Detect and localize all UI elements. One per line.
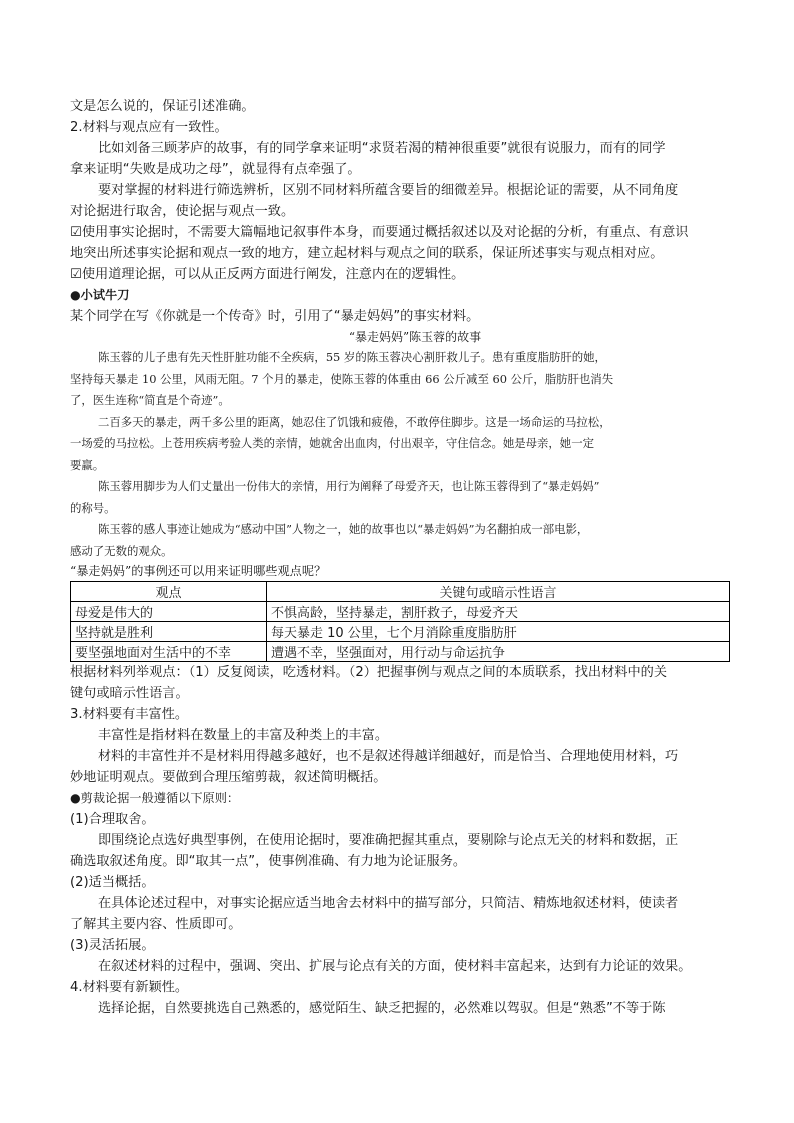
table-header-cell: 观点 [71, 582, 267, 602]
table-cell: 要坚强地面对生活中的不幸 [71, 642, 267, 662]
principle-heading: ●剪裁论据一般遵循以下原则： [70, 791, 240, 805]
text-line: 确选取叙述角度。即“取其一点”，使事例准确、有力地为论证服务。 [70, 854, 467, 869]
text-line: 键句或暗示性语言。 [70, 686, 189, 701]
text-line: 丰富性是指材料在数量上的丰富及种类上的丰富。 [98, 728, 389, 743]
table-header-row [71, 582, 730, 602]
section-heading-2: 2.材料与观点应有一致性。 [70, 120, 228, 135]
story-title: “暴走妈妈”陈玉蓉的故事 [348, 330, 482, 344]
text-line: 比如刘备三顾茅庐的故事，有的同学拿来证明“求贤若渴的精神很重要”就很有说服力，而有的同学 [98, 141, 666, 156]
table-cell: 每天暴走 10 公里，七个月消除重度脂肪肝 [267, 622, 730, 642]
text-line: 即围绕论点选好典型事例，在使用论据时，要准确把握其重点，要剔除与论点无关的材料和数据，正 [98, 833, 679, 848]
text-line: 根据材料列举观点：（1）反复阅读，吃透材料。（2）把握事例与观点之间的本质联系，找出材料中的关 [70, 665, 668, 680]
table-header-cell: 关键句或暗示性语言 [267, 582, 730, 602]
table-cell: 坚持就是胜利 [71, 622, 267, 642]
text-line: 妙地证明观点。要做到合理压缩剪裁，叙述简明概括。 [70, 770, 387, 785]
text-line: 材料的丰富性并不是材料用得越多越好，也不是叙述得越详细越好，而是恰当、合理地使用材料，巧 [98, 749, 679, 764]
question-line: “暴走妈妈”的事例还可以用来证明哪些观点呢？ [70, 564, 327, 578]
story-line: 二百多天的暴走，两千多公里的距离，她忍住了饥饿和疲倦，不敢停住脚步。这是一场命运的马拉松， [98, 414, 611, 429]
table-row [71, 622, 730, 642]
text-line: 选择论据，自然要挑选自己熟悉的，感觉陌生、缺乏把握的，必然难以驾驭。但是“熟悉”不等于陈 [98, 1001, 666, 1016]
document-page [70, 96, 730, 1019]
text-line: 对论据进行取舍，使论据与观点一致。 [70, 204, 295, 219]
table-cell: 遭遇不幸，坚强面对，用行动与命运抗争 [267, 642, 730, 662]
viewpoint-table [70, 581, 730, 662]
text-line: 了解其主要内容、性质即可。 [70, 917, 242, 932]
story-line: 感动了无数的观众。 [70, 543, 173, 558]
text-line: 要对掌握的材料进行筛选辨析，区别不同材料所蕴含要旨的细微差异。根据论证的需要，从不同角度 [98, 183, 679, 198]
text-line: 在具体论述过程中，对事实论据应适当地舍去材料中的描写部分，只简洁、精炼地叙述材料，使读者 [98, 896, 679, 911]
story-line: 陈玉蓉的感人事迹让她成为“感动中国”人物之一，她的故事也以“暴走妈妈”为名翻拍成一部电影， [98, 522, 589, 536]
sub-heading: (3)灵活拓展。 [70, 938, 155, 953]
story-line: 一场爱的马拉松。上苍用疾病考验人类的亲情，她就舍出血肉，付出艰辛，守住信念。她是母亲，她一定 [70, 436, 594, 450]
story-line: 陈玉蓉的儿子患有先天性肝脏功能不全疾病，55 岁的陈玉蓉决心割肝救儿子。患有重度脂肪肝的她， [98, 350, 606, 364]
story-line: 的称号。 [70, 500, 116, 515]
story-line: 陈玉蓉用脚步为人们丈量出一份伟大的亲情，用行为阐释了母爱齐天，也让陈玉蓉得到了“暴走妈妈” [98, 479, 600, 493]
text-line: 在叙述材料的过程中，强调、突出、扩展与论点有关的方面，使材料丰富起来，达到有力论证的效果。 [98, 959, 692, 974]
sub-heading: (1)合理取舍。 [70, 812, 155, 827]
section-heading-4: 4.材料要有新颖性。 [70, 980, 189, 995]
table-cell: 母爱是伟大的 [71, 602, 267, 622]
practice-heading: ●小试牛刀 [70, 288, 130, 302]
checkbox-note-1: ☑使用事实论据时，不需要大篇幅地记叙事件本身，而要通过概括叙述以及对论据的分析，有重点、有意识 [70, 225, 689, 240]
story-line: 要赢。 [70, 457, 105, 472]
table-cell: 不惧高龄，坚持暴走，割肝救子，母爱齐天 [267, 602, 730, 622]
text-line: 某个同学在写《你就是一个传奇》时，引用了“暴走妈妈”的事实材料。 [70, 309, 480, 324]
sub-heading: (2)适当概括。 [70, 875, 155, 890]
text-line: 地突出所述事实论据和观点一致的地方，建立起材料与观点之间的联系，保证所述事实与观点相对应。 [70, 246, 664, 261]
story-line: 坚持每天暴走 10 公里，风雨无阻。7 个月的暴走，使陈玉蓉的体重由 66 公斤减至 60 公斤，脂肪肝也消失 [70, 371, 614, 386]
text-line: 文是怎么说的，保证引述准确。 [70, 99, 255, 114]
text-line: 拿来证明“失败是成功之母”，就显得有点牵强了。 [70, 162, 361, 177]
section-heading-3: 3.材料要有丰富性。 [70, 707, 189, 722]
table-row [71, 602, 730, 622]
story-line: 了，医生连称“简直是个奇迹”。 [70, 393, 230, 407]
checkbox-note-2: ☑使用道理论据，可以从正反两方面进行阐发，注意内在的逻辑性。 [70, 267, 465, 282]
table-row [71, 642, 730, 662]
